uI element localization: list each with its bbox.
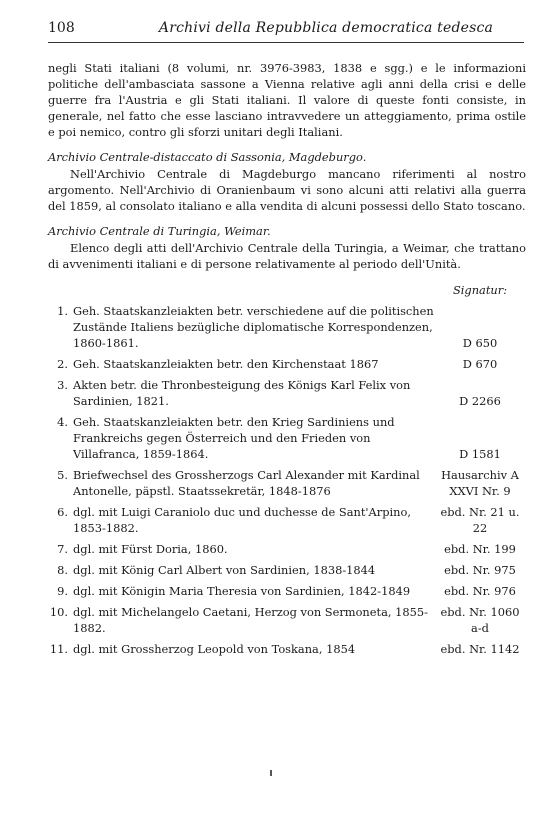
item-signature: ebd. Nr. 976	[444, 584, 516, 598]
item-text: dgl. mit Grossherzog Leopold von Toskana, 1854	[73, 642, 356, 656]
item-number: 4.	[57, 415, 68, 429]
page-number: 108	[48, 20, 75, 36]
item-signature: ebd. Nr. 21 u. 22	[440, 505, 520, 535]
list-item	[48, 377, 526, 409]
item-signature: D 2266	[459, 394, 501, 408]
header-rule	[48, 42, 524, 43]
item-signature: D 650	[462, 336, 498, 350]
item-signature: D 670	[462, 357, 498, 371]
list-item	[48, 504, 526, 536]
item-text: Akten betr. die Thronbesteigung des Königs Karl Felix von Sardinien, 1821.	[73, 378, 411, 408]
magdeburg-paragraph: Nell'Archivio Centrale di Magdeburgo mancano riferimenti al nostro argomento. Nell'Archivio di Oranienbaum vi sono alcuni atti relativi alla guerra del 1859, al consolato italiano e alla vendita di alcuni possessi dello Stato toscano.	[48, 167, 526, 213]
item-number: 5.	[57, 468, 68, 482]
intro-paragraph: negli Stati italiani (8 volumi, nr. 3976-3983, 1838 e sgg.) e le informazioni politiche dell'ambasciata sassone a Vienna relative agli anni della crisi e delle guerre fra l'Austria e gli Stati italiani. Il valore di queste fonti consiste, in generale, nel fatto che esse lasciano intravvedere un atteggiamento, prima ostile e poi nemico, contro gli sforzi unitari degli Italiani.	[48, 61, 526, 139]
item-text: Geh. Staatskanzleiakten betr. den Krieg Sardiniens und Frankreichs gegen Österreich und den Frieden von Villafranca, 1859-1864.	[73, 415, 395, 461]
page-body	[48, 60, 526, 657]
item-signature: ebd. Nr. 1142	[440, 642, 520, 656]
item-signature: ebd. Nr. 1060 a-d	[440, 605, 520, 635]
item-signature: D 1581	[459, 447, 501, 461]
item-text: dgl. mit Luigi Caraniolo duc und duchesse de Sant'Arpino, 1853-1882.	[73, 505, 411, 535]
list-item	[48, 583, 526, 599]
list-item	[48, 467, 526, 499]
item-number: 2.	[57, 357, 68, 371]
item-number: 3.	[57, 378, 68, 392]
item-text: dgl. mit Fürst Doria, 1860.	[73, 542, 228, 556]
item-number: 10.	[49, 605, 68, 619]
list-item	[48, 541, 526, 557]
item-number: 7.	[57, 542, 68, 556]
section-heading-weimar: Archivio Centrale di Turingia, Weimar.	[48, 224, 271, 238]
item-signature: Hausarchiv A XXVI Nr. 9	[441, 468, 519, 498]
item-number: 6.	[57, 505, 68, 519]
list-item	[48, 356, 526, 372]
item-signature: ebd. Nr. 975	[444, 563, 516, 577]
signature-header-label: Signatur:	[452, 283, 508, 297]
item-number: 9.	[57, 584, 68, 598]
item-text: Briefwechsel des Grossherzogs Carl Alexander mit Kardinal Antonelle, päpstl. Staatssekretär, 1848-1876	[73, 468, 420, 498]
page-footer-mark	[270, 770, 272, 776]
item-signature: ebd. Nr. 199	[444, 542, 516, 556]
item-text: Geh. Staatskanzleiakten betr. verschiedene auf die politischen Zustände Italiens bezügliche diplomatische Korrespondenzen, 1860-1861.	[73, 304, 434, 350]
list-item	[48, 641, 526, 657]
item-text: dgl. mit Michelangelo Caetani, Herzog von Sermoneta, 1855-1882.	[73, 605, 428, 635]
weimar-paragraph: Elenco degli atti dell'Archivio Centrale della Turingia, a Weimar, che trattano di avvenimenti italiani e di persone relativamente al periodo dell'Unità.	[48, 241, 526, 271]
running-title: Archivi della Repubblica democratica tedesca	[158, 20, 494, 36]
signature-column-header	[48, 282, 526, 298]
item-text: Geh. Staatskanzleiakten betr. den Kirchenstaat 1867	[73, 357, 379, 371]
item-number: 1.	[57, 304, 68, 318]
item-number: 11.	[49, 642, 68, 656]
item-text: dgl. mit König Carl Albert von Sardinien, 1838-1844	[73, 563, 376, 577]
item-text: dgl. mit Königin Maria Theresia von Sardinien, 1842-1849	[73, 584, 411, 598]
list-item	[48, 562, 526, 578]
archive-item-list	[48, 282, 526, 657]
list-item	[48, 303, 526, 351]
item-number: 8.	[57, 563, 68, 577]
list-item	[48, 414, 526, 462]
page-header	[48, 20, 524, 42]
list-item	[48, 604, 526, 636]
section-heading-magdeburg: Archivio Centrale-distaccato di Sassonia, Magdeburgo.	[48, 150, 367, 164]
